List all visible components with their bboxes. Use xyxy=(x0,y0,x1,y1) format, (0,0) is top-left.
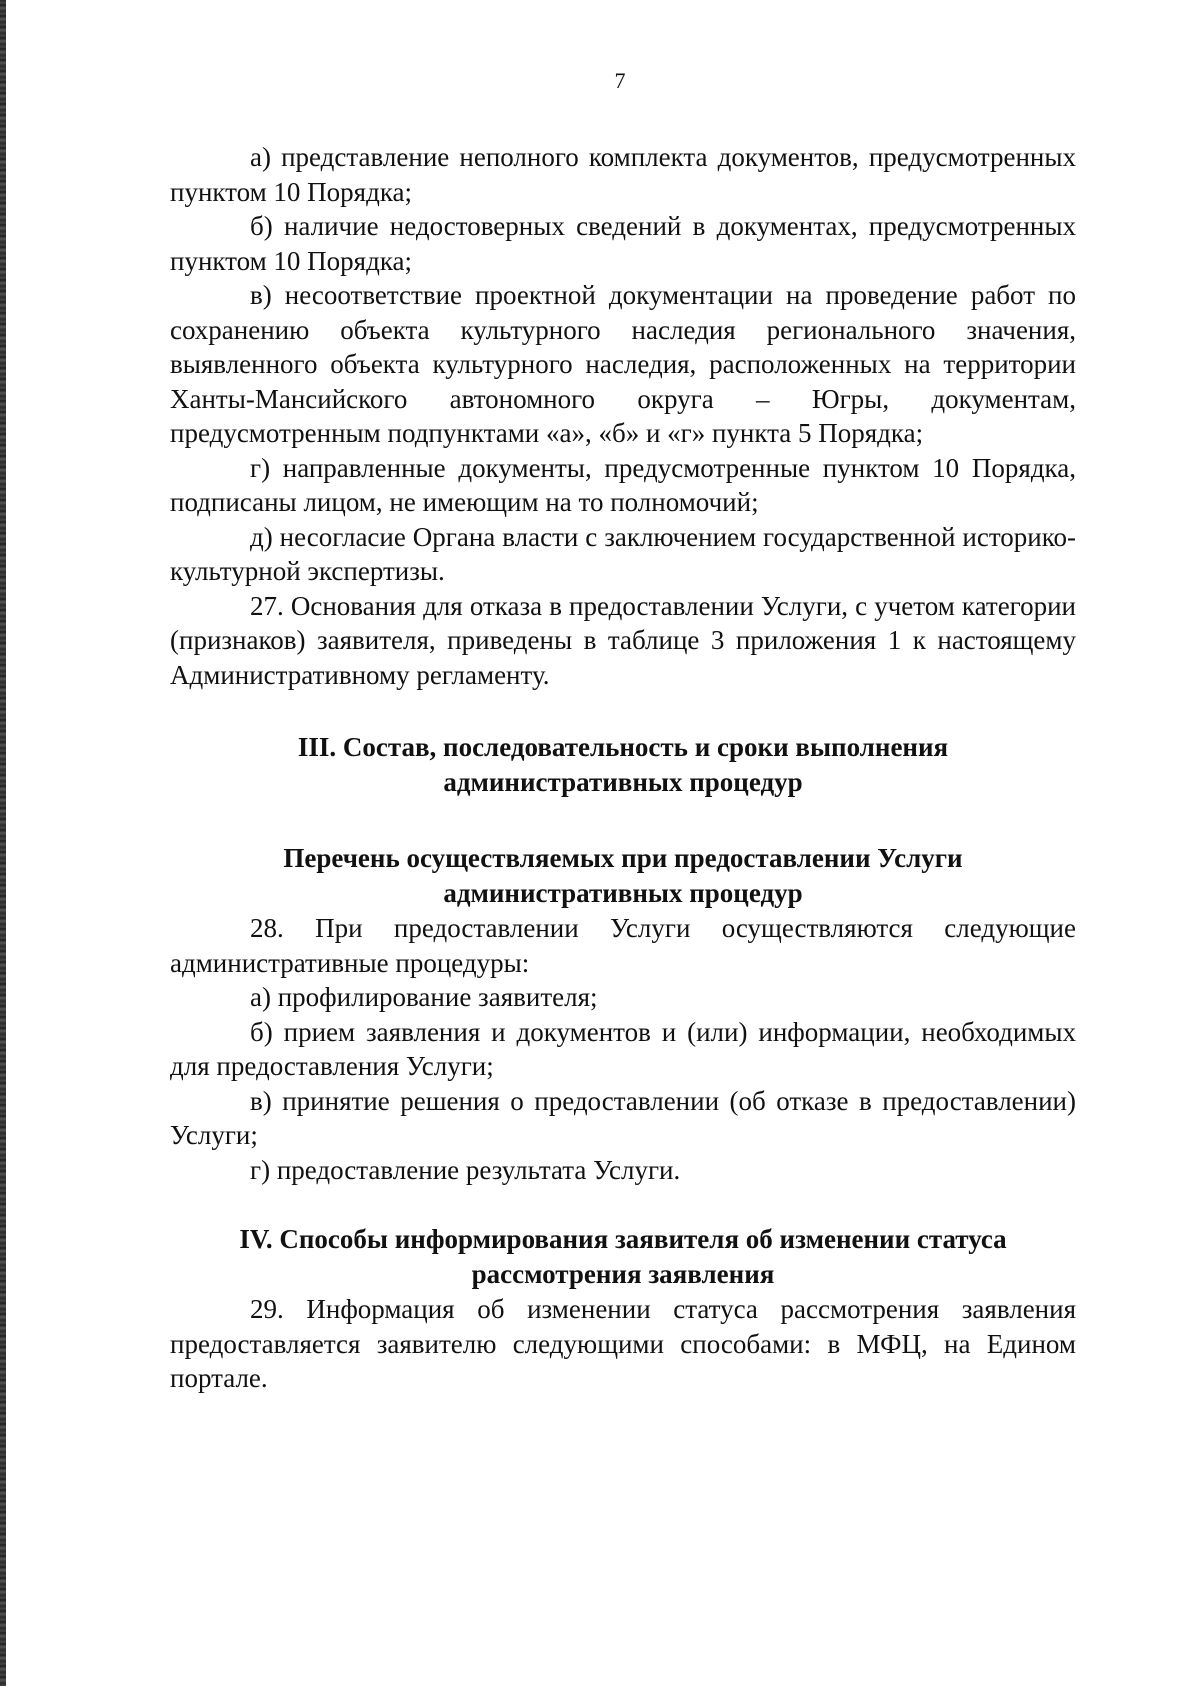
section-3-heading-line-2: административных процедур xyxy=(443,767,803,797)
item-a-incomplete-documents: а) представление неполного комплекта документов, предусмотренных пунктом 10 Порядка; xyxy=(170,142,1076,207)
page-number: 7 xyxy=(614,68,626,93)
paragraph-27: 27. Основания для отказа в предоставлении Услуги, с учетом категории (признаков) заявителя, приведены в таблице 3 приложения 1 к настоящему Административному регламенту. xyxy=(170,590,1076,690)
scan-edge xyxy=(0,0,6,1686)
item-d-expertise-disagreement: д) несогласие Органа власти с заключением государственной историко-культурной экспертизы. xyxy=(170,521,1076,586)
section-4-heading xyxy=(170,1222,1076,1292)
document-body xyxy=(170,140,1076,1396)
paragraph-29: 29. Информация об изменении статуса рассмотрения заявления предоставляется заявителю следующими способами: в МФЦ, на Едином портале. xyxy=(170,1294,1076,1393)
section-4-heading-line-1: IV. Способы информирования заявителя об изменении статуса xyxy=(239,1224,1007,1254)
procedures-list-heading-line-2: административных процедур xyxy=(443,878,803,908)
procedure-v-decision: в) принятие решения о предоставлении (об отказе в предоставлении) Услуги; xyxy=(170,1085,1076,1150)
paragraph-28: 28. При предоставлении Услуги осуществляются следующие административные процедуры: xyxy=(170,913,1076,978)
procedure-b-reception: б) прием заявления и документов и (или) информации, необходимых для предоставления Услуги; xyxy=(170,1016,1076,1081)
procedure-a-profiling: а) профилирование заявителя; xyxy=(250,982,598,1012)
section-3-heading xyxy=(170,730,1076,800)
item-b-false-information: б) наличие недостоверных сведений в документах, предусмотренных пунктом 10 Порядка; xyxy=(170,211,1076,276)
procedures-list-heading xyxy=(170,841,1076,911)
section-4-heading-line-2: рассмотрения заявления xyxy=(471,1259,775,1289)
item-g-unauthorized-signature: г) направленные документы, предусмотренные пунктом 10 Порядка, подписаны лицом, не имеющим на то полномочий; xyxy=(170,452,1076,517)
procedure-g-result: г) предоставление результата Услуги. xyxy=(250,1154,681,1185)
section-3-heading-line-1: III. Состав, последовательность и сроки выполнения xyxy=(297,732,949,762)
procedures-list-heading-line-1: Перечень осуществляемых при предоставлении Услуги xyxy=(283,843,963,873)
item-v-project-mismatch: в) несоответствие проектной документации на проведение работ по сохранению объекта культурного наследия регионального значения, выявленного объекта культурного наследия, расположенных на территории Ханты-Мансийского автономного округа – Югры, документам, предусмотренным подпунктами «а», «б» и «г» пункта 5 Порядка; xyxy=(170,280,1076,448)
